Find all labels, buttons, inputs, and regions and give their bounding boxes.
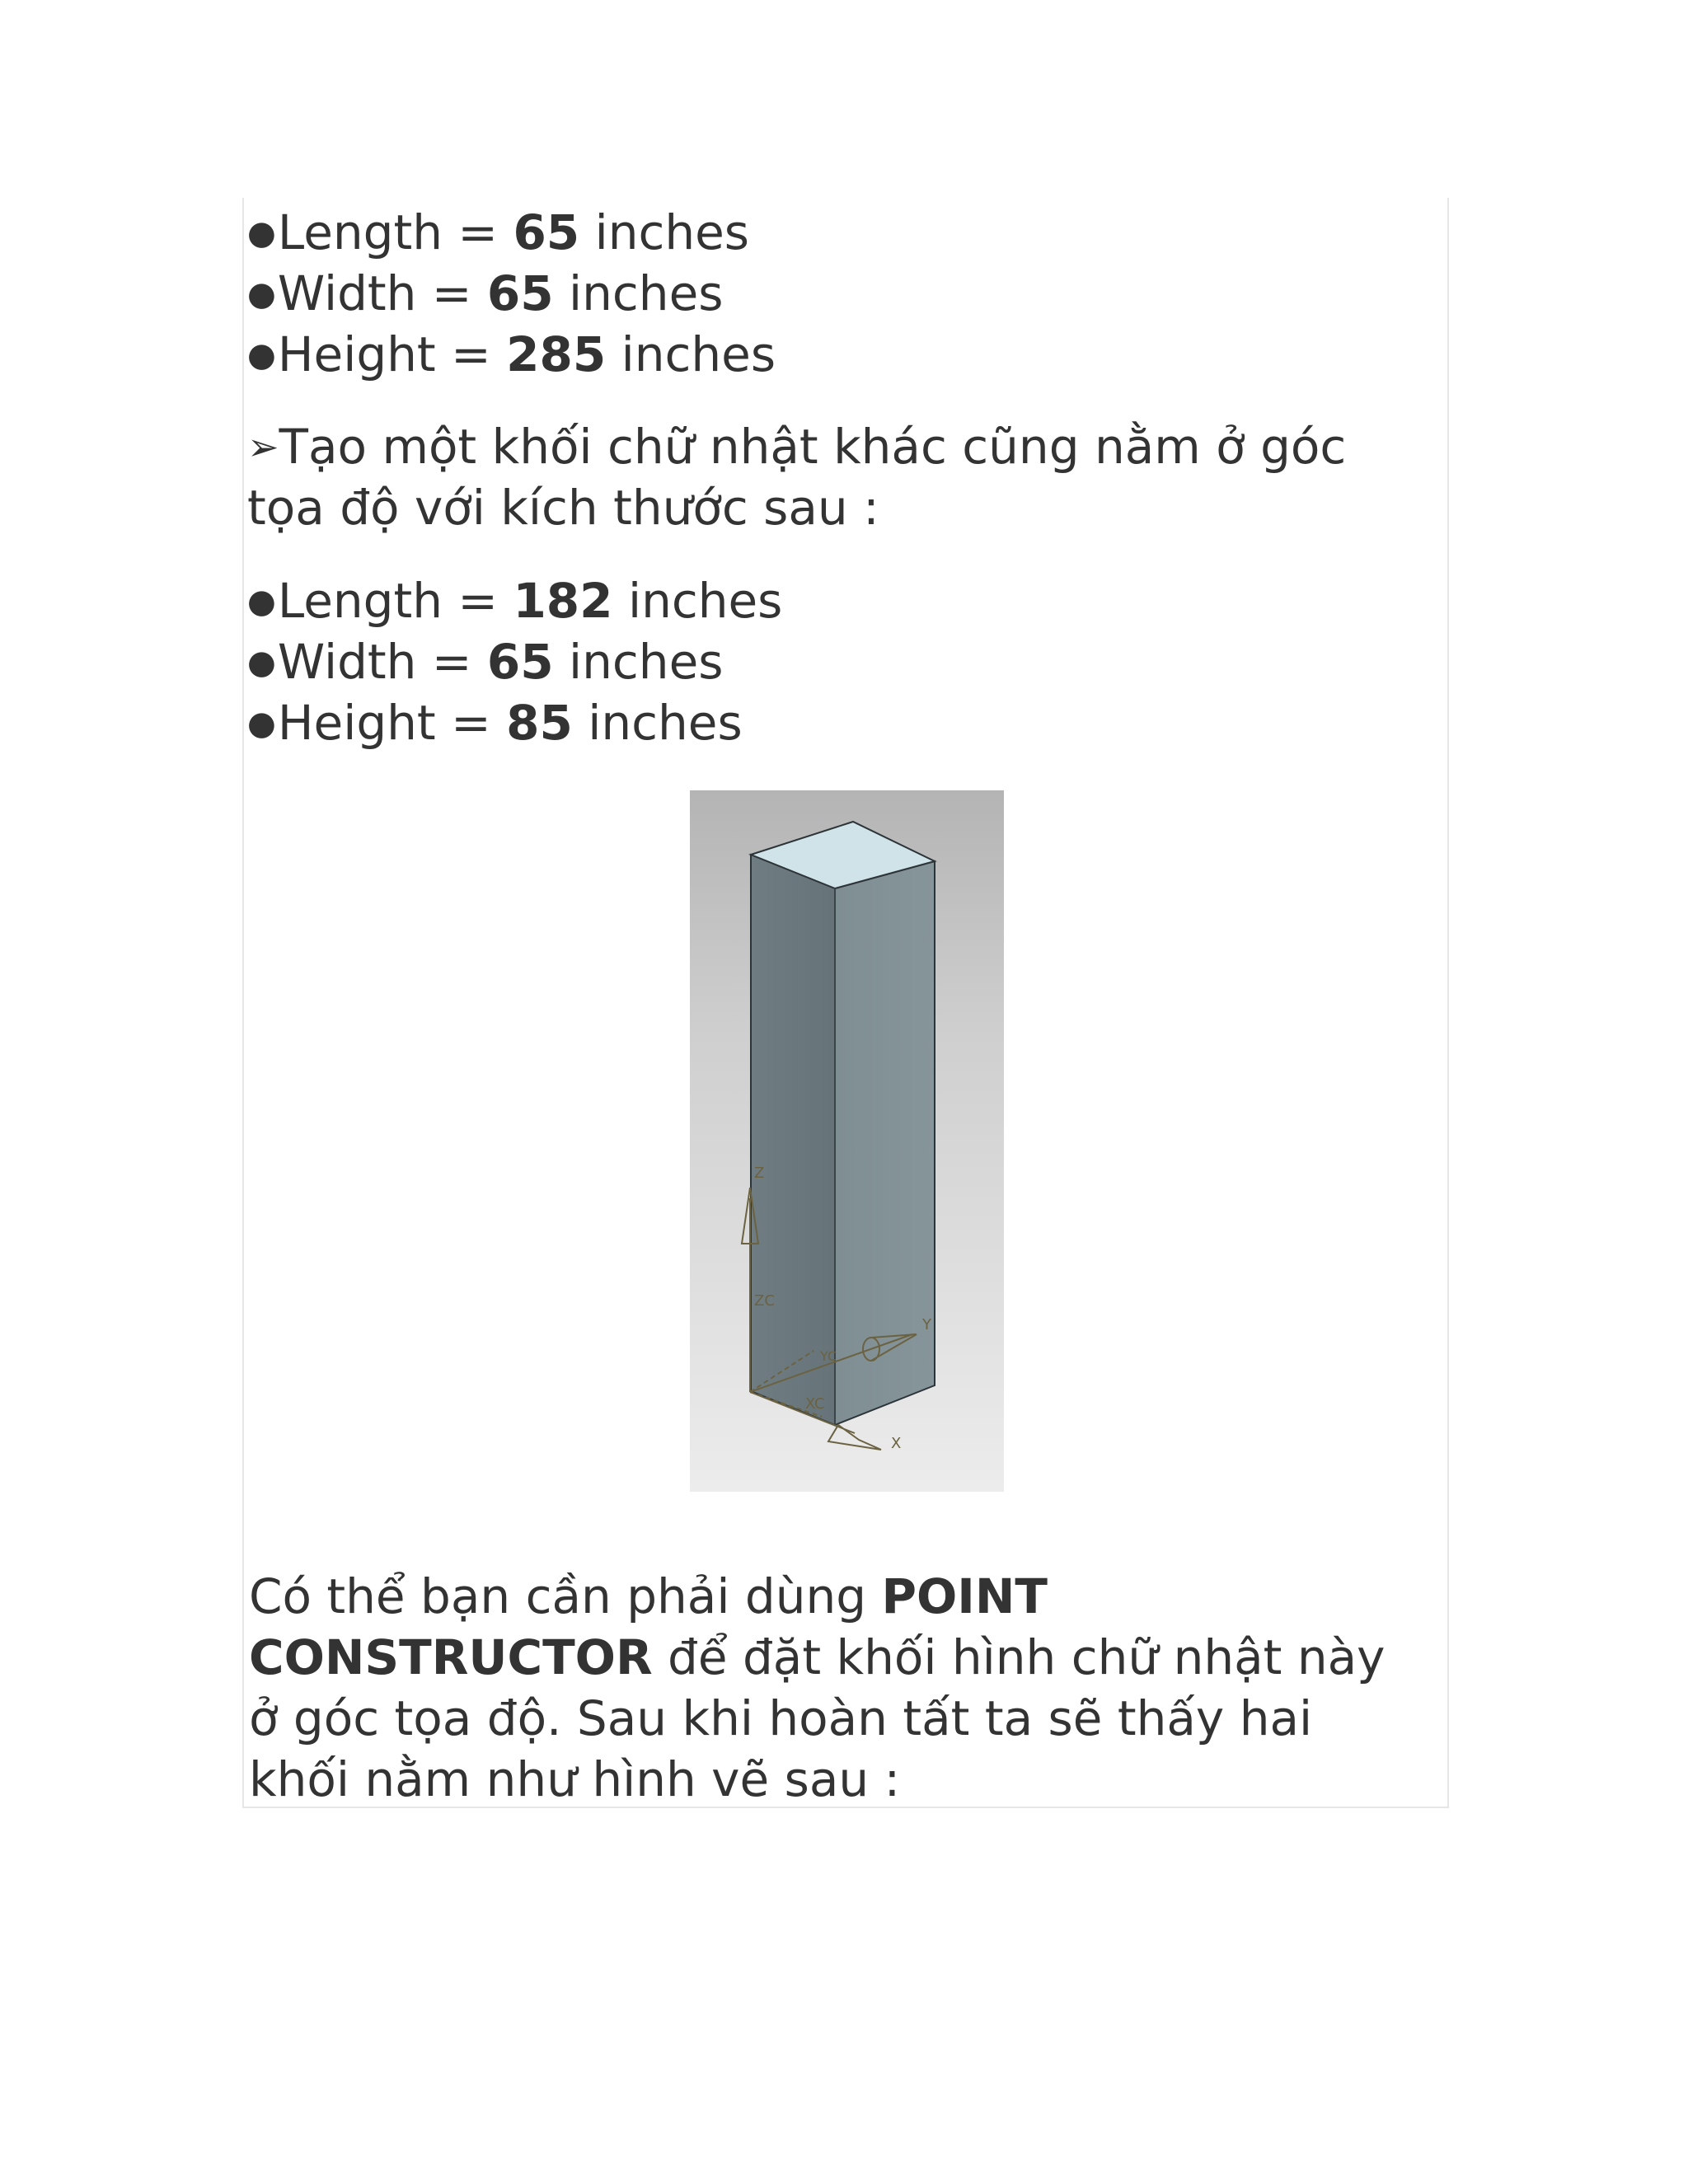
- dimension-list-2: [247, 570, 1442, 753]
- bullet-icon: ●: [247, 705, 276, 743]
- axis-label-z: Z: [754, 1165, 765, 1182]
- item-prefix: Length =: [277, 573, 513, 629]
- bullet-icon: ●: [247, 583, 276, 621]
- bullet-icon: ●: [247, 275, 276, 313]
- list-item: [247, 631, 1442, 692]
- item-prefix: Length =: [277, 204, 513, 260]
- arrow-bullet-icon: ➢: [247, 424, 279, 469]
- item-prefix: Width =: [277, 634, 487, 690]
- item-value: 65: [486, 265, 554, 321]
- list-item: [247, 692, 1442, 753]
- bullet-icon: ●: [247, 214, 276, 252]
- item-suffix: inches: [579, 204, 750, 260]
- paragraph-line-4: khối nằm như hình vẽ sau :: [249, 1751, 901, 1807]
- item-value: 65: [486, 634, 554, 690]
- bullet-icon: ●: [247, 336, 276, 374]
- dimension-list-1: [247, 202, 1442, 385]
- box-3d-figure: [690, 790, 1004, 1492]
- instruction: [247, 416, 1442, 538]
- paragraph-text: để đặt khối hình chữ nhật này: [652, 1629, 1386, 1685]
- closing-paragraph: [249, 1566, 1444, 1810]
- emphasis-text: POINT: [881, 1568, 1048, 1624]
- item-prefix: Width =: [277, 265, 487, 321]
- item-prefix: Height =: [277, 326, 507, 382]
- list-item: [247, 202, 1442, 263]
- paragraph-line-2: [249, 1627, 1444, 1688]
- list-item: [247, 570, 1442, 631]
- axis-label-x: X: [891, 1435, 902, 1452]
- item-value: 65: [513, 204, 580, 260]
- item-prefix: Height =: [277, 695, 507, 751]
- paragraph-text: Có thể bạn cần phải dùng: [249, 1568, 882, 1624]
- bullet-icon: ●: [247, 644, 276, 682]
- axis-label-y: Y: [922, 1316, 931, 1333]
- item-value: 85: [506, 695, 573, 751]
- item-suffix: inches: [606, 326, 776, 382]
- item-value: 285: [506, 326, 607, 382]
- paragraph-line-3: ở góc tọa độ. Sau khi hoàn tất ta sẽ thấy hai: [249, 1690, 1313, 1746]
- item-suffix: inches: [553, 634, 724, 690]
- axis-label-zc: ZC: [754, 1292, 775, 1310]
- item-value: 182: [513, 573, 613, 629]
- instruction-text-2: tọa độ với kích thước sau :: [247, 480, 879, 536]
- paragraph-line-1: [249, 1566, 1444, 1627]
- item-suffix: inches: [612, 573, 783, 629]
- instruction-line-1: [247, 416, 1442, 477]
- list-item: [247, 324, 1442, 385]
- list-item: [247, 263, 1442, 324]
- instruction-text-1: Tạo một khối chữ nhật khác cũng nằm ở góc: [279, 419, 1347, 475]
- box-left-face: [751, 855, 835, 1425]
- item-suffix: inches: [572, 695, 743, 751]
- item-suffix: inches: [553, 265, 724, 321]
- emphasis-text: CONSTRUCTOR: [249, 1629, 653, 1685]
- box-right-face: [835, 861, 935, 1425]
- axis-label-xc: XC: [805, 1395, 825, 1413]
- axis-label-yc: YC: [820, 1348, 837, 1364]
